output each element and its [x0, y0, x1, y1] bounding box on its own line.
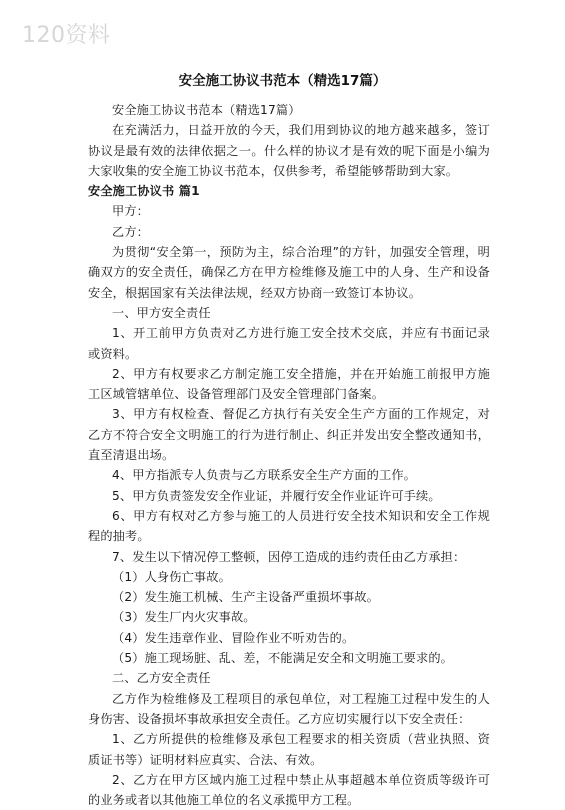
paragraph: 1、开工前甲方负责对乙方进行施工安全技术交底，并应有书面记录或资料。: [88, 326, 490, 361]
paragraph: 一、甲方安全责任: [112, 305, 211, 320]
list-item: （4）发生违章作业、冒险作业不听劝告的。: [112, 630, 355, 645]
paragraph: 2、乙方在甲方区域内施工过程中禁止从事超越本单位资质等级许可的业务或者以其他施工单位的名义承揽甲方工程。: [88, 772, 490, 808]
list-item: （3）发生厂内火灾事故。: [112, 610, 256, 625]
section-heading: 安全施工协议书 篇1: [88, 184, 200, 199]
list-item: （1）人身伤亡事故。: [112, 569, 231, 584]
paragraph: 甲方：: [112, 204, 150, 219]
watermark-logo: 120资料: [22, 23, 111, 48]
paragraph: 1、乙方所提供的检维修及承包工程要求的相关资质（营业执照、资质证书等）证明材料应真实、合法、有效。: [88, 732, 490, 767]
document-body: [88, 100, 490, 810]
paragraph: 乙方作为检维修及工程项目的承包单位，对工程施工过程中发生的人身伤害、设备损坏事故承担安全责任。乙方应切实履行以下安全责任：: [88, 691, 490, 726]
paragraph: 为贯彻“安全第一，预防为主，综合治理”的方针，加强安全管理，明确双方的安全责任，确保乙方在甲方检维修及施工中的人身、生产和设备安全，根据国家有关法律法规，经双方协商一致签订本协议。: [88, 245, 490, 300]
paragraph: 在充满活力，日益开放的今天，我们用到协议的地方越来越多，签订协议是最有效的法律依据之一。什么样的协议才是有效的呢下面是小编为大家收集的安全施工协议书范本，仅供参考，希望能够帮助到大家。: [88, 123, 490, 178]
paragraph: 安全施工协议书范本（精选17篇）: [112, 103, 301, 117]
paragraph: 7、发生以下情况停工整顿，因停工造成的违约责任由乙方承担：: [112, 549, 466, 564]
list-item: （5）施工现场脏、乱、差，不能满足安全和文明施工要求的。: [112, 651, 454, 666]
paragraph: 3、甲方有权检查、督促乙方执行有关安全生产方面的工作规定，对乙方不符合安全文明施工的行为进行制止、纠正并发出安全整改通知书，直至清退出场。: [88, 407, 490, 463]
paragraph: 乙方：: [112, 224, 150, 239]
paragraph: 二、乙方安全责任: [112, 671, 211, 686]
document-title: 安全施工协议书范本（精选17篇）: [178, 73, 387, 89]
paragraph: 6、甲方有权对乙方参与施工的人员进行安全技术知识和安全工作规程的抽考。: [88, 508, 490, 544]
paragraph: 4、甲方指派专人负责与乙方联系安全生产方面的工作。: [112, 468, 417, 483]
paragraph: 2、甲方有权要求乙方制定施工安全措施，并在开始施工前报甲方施工区域管辖单位、设备管理部门及安全管理部门备案。: [88, 366, 490, 402]
paragraph: 5、甲方负责签发安全作业证，并履行安全作业证许可手续。: [112, 488, 441, 503]
list-item: （2）发生施工机械、生产主设备严重损坏事故。: [112, 590, 379, 605]
